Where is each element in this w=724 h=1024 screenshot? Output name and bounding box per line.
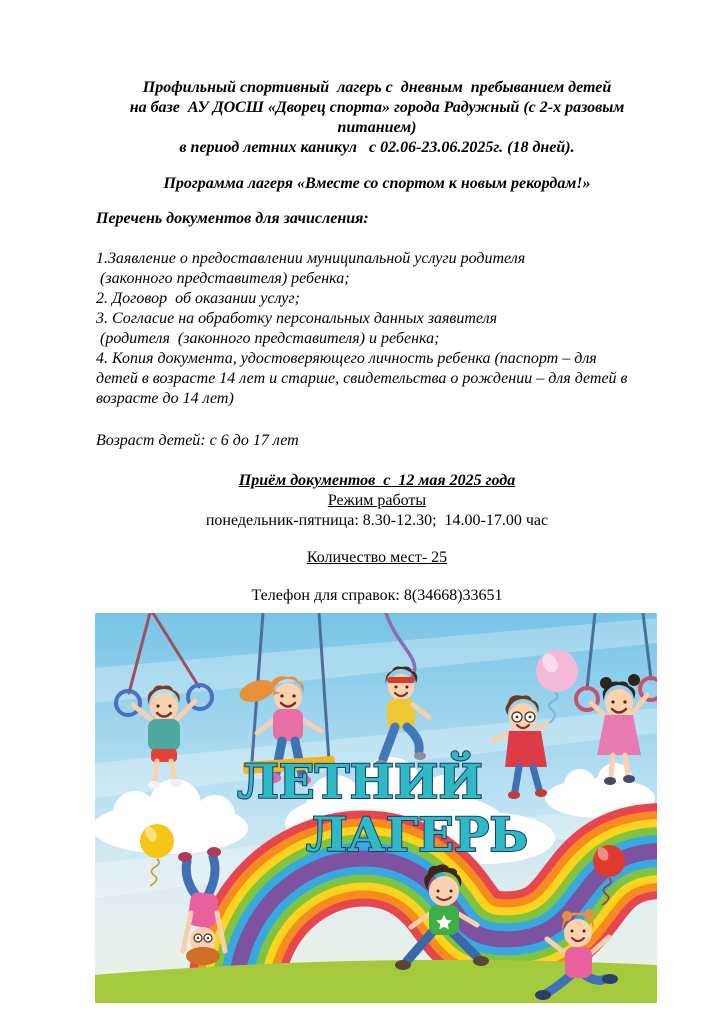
document-item: 1.Заявление о предоставлении муниципальной услуги родителя xyxy=(96,250,526,267)
pink-balloon xyxy=(536,650,578,692)
places-line: Количество мест- 25 xyxy=(306,549,448,566)
document-item: 3. Согласие на обработку персональных данных заявителя xyxy=(96,310,498,327)
poster-title-line2: ЛАГЕРЬ xyxy=(305,808,529,863)
title-line: в период летних каникул с 02.06-23.06.2025г. (18 дней). xyxy=(179,139,575,156)
admission-line: Приём документов с 12 мая 2025 года xyxy=(238,472,516,489)
camp-title xyxy=(96,78,658,158)
document-item: детей в возрасте 14 лет и старше, свидетельства о рождении – для детей в xyxy=(96,370,628,387)
document-item: 2. Договор об оказании услуг; xyxy=(96,290,300,307)
age-line: Возраст детей: с 6 до 17 лет xyxy=(96,432,299,449)
documents-list xyxy=(96,249,658,409)
document-item: (родителя (законного представителя) и ребенка; xyxy=(96,330,440,347)
title-line: на базе АУ ДОСШ «Дворец спорта» города Радужный (с 2-х разовым xyxy=(129,99,625,116)
document-text xyxy=(96,78,658,606)
title-line: питанием) xyxy=(337,119,417,136)
title-line: Профильный спортивный лагерь с дневным пребыванием детей xyxy=(142,79,612,96)
documents-heading: Перечень документов для зачисления: xyxy=(96,210,369,227)
document-item: возрасте до 14 лет) xyxy=(96,390,234,407)
poster-title-line1: ЛЕТНИЙ xyxy=(237,755,483,810)
document-item: 4. Копия документа, удостоверяющего личность ребенка (паспорт – для xyxy=(96,350,597,367)
schedule-heading: Режим работы xyxy=(327,492,427,509)
phone-line: Телефон для справок: 8(34668)33651 xyxy=(251,587,503,604)
program-line: Программа лагеря «Вместе со спортом к новым рекордам!» xyxy=(163,175,591,192)
poster-illustration xyxy=(95,613,657,1003)
summer-camp-poster-image xyxy=(95,613,657,1003)
schedule-line: понедельник-пятница: 8.30-12.30; 14.00-17.00 час xyxy=(205,512,549,529)
document-item: (законного представителя) ребенка; xyxy=(96,270,350,287)
